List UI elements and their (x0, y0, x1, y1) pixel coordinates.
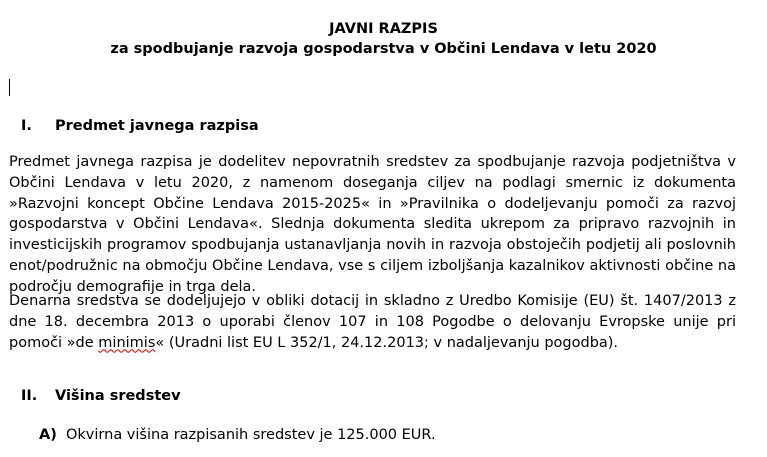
section-number: I. (21, 118, 32, 134)
paragraph-text: Denarna sredstva se dodeljujejo v obliki dotacij in skladno z Uredbo Komisije (EU) št. 1407/2013 z dne 18. decembra 2013 o uporabi členov 107 in 108 Pogodbe o delovanju Evropske unije pri pomoči »de (9, 293, 736, 351)
section-number: II. (21, 388, 38, 404)
section-1-paragraph-2 (9, 291, 736, 353)
list-marker: A) (39, 427, 57, 443)
text-cursor (9, 79, 10, 96)
section-heading-1 (21, 116, 259, 136)
list-item-text: Okvirna višina razpisanih sredstev je 125.000 EUR. (66, 427, 436, 443)
document-subtitle: za spodbujanje razvoja gospodarstva v Občini Lendava v letu 2020 (110, 41, 657, 57)
section-title: Višina sredstev (55, 388, 181, 404)
list-item (39, 425, 436, 445)
document-title: JAVNI RAZPIS (329, 21, 438, 37)
paragraph-text: « (Uradni list EU L 352/1, 24.12.2013; v nadaljevanju pogodba). (155, 334, 619, 351)
section-title: Predmet javnega razpisa (55, 118, 259, 134)
spellcheck-flagged-word[interactable]: minimis (98, 334, 156, 351)
section-heading-2 (21, 386, 181, 406)
section-1-paragraph-1: Predmet javnega razpisa je dodelitev nepovratnih sredstev za spodbujanje razvoja podjetništva v Občini Lendava v letu 2020, z namenom doseganja ciljev na podlagi smernic iz dokumenta »Razvojni koncept Občine Lendava 2015-2025« in »Pravilnika o dodeljevanju pomoči za razvoj gospodarstva v Občini Lendava«. Slednja dokumenta sledita ukrepom za pripravo razvojnih in investicijskih programov spodbujanja ustanavljanja novih in razvoja obstoječih podjetij ali poslovnih enot/podružnic na območju Občine Lendava, vse s ciljem izboljšanja kazalnikov aktivnosti občine na področju demografije in trga dela. (9, 154, 736, 295)
